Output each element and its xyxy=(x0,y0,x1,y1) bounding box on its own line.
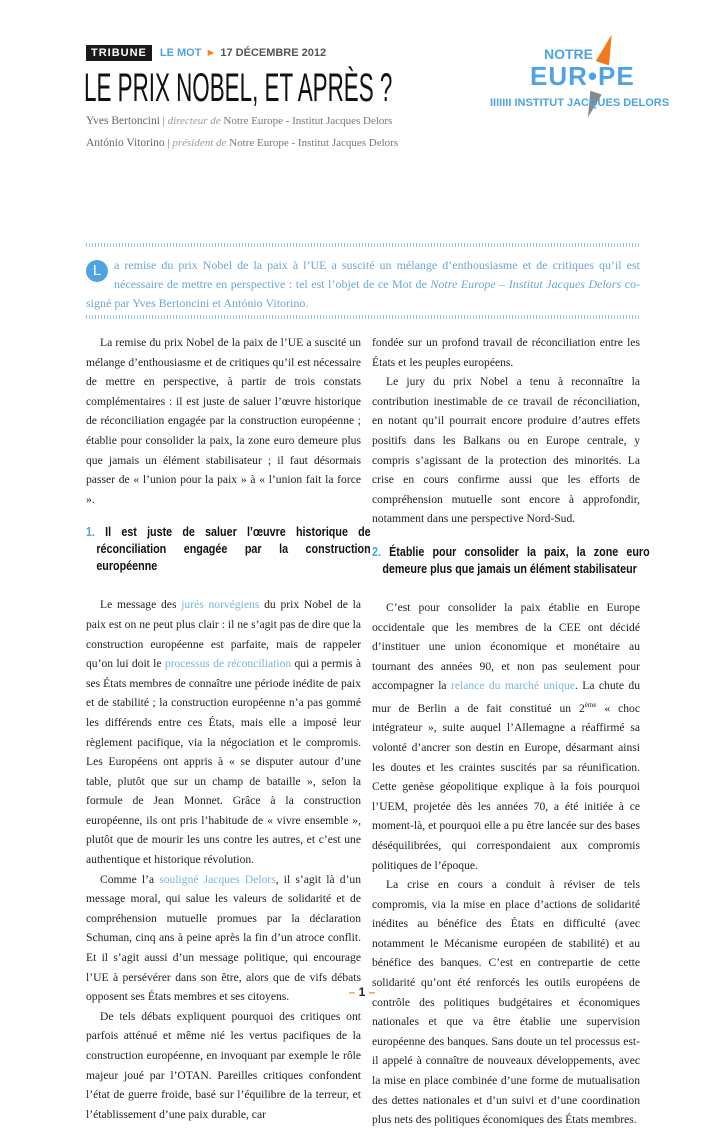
paragraph: Le jury du prix Nobel a tenu à reconnaître la contribution inestimable de ce travail de réconciliation, en notant qu’il pourrait encore produire d’autres effets positifs dans les Balkans ou en Europe centrale, y compris s’agissant de la protection des minorités. La crise en cours confirme aussi que les efforts de compréhension mutuelle sont encore à approfondir, notamment dans une perspective Nord-Sud. xyxy=(372,375,640,526)
paragraph xyxy=(372,598,640,875)
text: . La chute du mur de Berlin a de fait constitué un 2 xyxy=(372,679,640,715)
author-line: Yves Bertoncini | directeur de Notre Europe - Institut Jacques Delors xyxy=(86,115,393,127)
kicker xyxy=(86,44,326,61)
section-number: 1. xyxy=(86,525,95,540)
divider xyxy=(86,315,640,319)
text: Comme l’a xyxy=(100,872,160,886)
dash: – xyxy=(348,985,356,999)
logo-text: NOTRE xyxy=(544,46,593,62)
page-number xyxy=(0,985,724,999)
author-role: président de xyxy=(172,137,227,149)
section-number: 2. xyxy=(372,544,381,559)
intro-italic: Notre Europe – Institut Jacques Delors xyxy=(430,277,622,291)
author-line: António Vitorino | président de Notre Europe - Institut Jacques Delors xyxy=(86,137,399,149)
publication-date: 17 DÉCEMBRE 2012 xyxy=(220,46,327,59)
series-label: LE MOT xyxy=(159,46,202,59)
dropcap: L xyxy=(86,260,108,282)
logo-text: IIIIIII INSTITUT JACQUES DELORS xyxy=(490,97,670,109)
paragraph: De tels débats expliquent pourquoi des critiques ont parfois atténué et même nié les vertus pacifiques de la construction européenne, en invoquant par exemple le rôle majeur joué par l’OTAN. Pareilles critiques confondent l’état de guerre froide, basé sur l’équilibre de la terreur, et l’établissement d’une paix durable, car xyxy=(86,1009,361,1121)
link-relance-marche-unique[interactable]: relance du marché unique xyxy=(450,679,575,693)
logo-text: EUR•PE xyxy=(530,61,635,91)
page-number-value: 1 xyxy=(358,985,366,999)
paragraph: fondée sur un profond travail de réconciliation entre les États et les peuples européens. xyxy=(372,336,640,369)
text: C’est pour consolider la paix établie en Europe occidentale que les membres de la CEE ont décidé d’instituer une union économique et monétaire au tournant des années 90, et non pas seulement pour accompagner la xyxy=(372,600,640,693)
author-org: Notre Europe - Institut Jacques Delors xyxy=(223,115,393,127)
text: « choc intégrateur », suite auquel l’Allemagne a réaffirmé sa volonté d’ancrer son destin en Europe, désarmant ainsi les doutes et les craintes suscités par sa réunification. Cette genèse géopolitique explique à la fois pourquoi l’UEM, projetée dès les années 70, a été initiée à ce moment-là, et pourquoi elle a pu être lancée sur des bases déséquilibrées, qui correspondaient aux compromis politiques de l’époque. xyxy=(372,701,641,872)
link-jacques-delors[interactable]: souligné Jacques Delors xyxy=(159,872,276,886)
section-title: Établie pour consolider la paix, la zone euro demeure plus que jamais un élément stabilisateur xyxy=(382,544,650,576)
text: , il s’agit là d’un message moral, qui salue les valeurs de solidarité et de compréhension mutuelle promues par la déclaration Schuman, cinq ans à peine après la fin d’un atroce conflit. Et il s’agit aussi d’un message politique, qui encourage l’UE à persévérer dans son être, alors que de vifs débats opposent ses États membres et ses citoyens. xyxy=(86,872,361,1004)
section-heading-2 xyxy=(372,544,650,578)
left-column xyxy=(86,333,371,1124)
link-processus-reconciliation[interactable]: processus de réconciliation xyxy=(164,657,292,671)
divider xyxy=(86,243,640,247)
author-name: Yves Bertoncini xyxy=(86,115,160,127)
tribune-tag: TRIBUNE xyxy=(86,45,152,61)
superscript: ème xyxy=(584,700,597,709)
author-org: Notre Europe - Institut Jacques Delors xyxy=(229,137,399,149)
intro-text: a remise du prix Nobel de la paix à l’UE a suscité un mélange d’enthousiasme et de critiques qu’il est nécessaire de mettre en perspective : tel est l’objet de ce Mot de xyxy=(114,258,640,291)
page-title: LE PRIX NOBEL, ET APRÈS ? xyxy=(84,66,393,110)
link-jures-norvegiens[interactable]: jurés norvégiens xyxy=(181,598,260,612)
paragraph: La crise en cours a conduit à réviser de tels compromis, via la mise en place d’actions de solidarité inédites au bénéfice des États en difficulté (avec notamment le Mécanisme européen de stabilité) et au bénéfice des banques. C’est en contrepartie de cette solidarité qu’ont été renforcés les outils européens de contrôle des politiques budgétaires et économiques nationales et que va être établie une supervision européenne des banques. Sans doute un tel processus est-il appelé à connaître de nouveaux développements, avec la mise en place combinée d’une forme de mutualisation des dettes nationales et d’un suivi et d’une coordination plus nets des politiques économiques des États membres. xyxy=(372,878,640,1127)
section-title: Il est juste de saluer l’œuvre historique de réconciliation engagée par la construction européenne xyxy=(96,525,371,574)
author-role: directeur de xyxy=(167,115,221,127)
text: du prix Nobel de la paix est on ne peut plus clair : il ne s’agit pas de dire que la construction européenne est parfaite, mais de rappeler qu’on lui doit le xyxy=(86,598,362,671)
right-column xyxy=(372,333,650,1130)
arrow-right-icon: ► xyxy=(205,46,217,59)
intro-paragraph xyxy=(86,256,640,313)
intro-text: co-signé par Yves Bertoncini et António Vitorino. xyxy=(86,277,640,310)
paragraph xyxy=(86,595,361,869)
author-name: António Vitorino xyxy=(86,137,165,149)
paragraph: La remise du prix Nobel de la paix de l’UE a suscité un mélange d’enthousiasme et de critiques qu’il est nécessaire de mettre en perspective, à partir de trois constats complémentaires : il est juste de saluer l’œuvre historique de réconciliation engagée par la construction européenne ; établie pour consolider la paix, la zone euro demeure plus que jamais un élément stabilisateur ; il faut désormais passer de « l’union pour la paix » à « l’union fait la force ». xyxy=(86,336,361,506)
text: Le message des xyxy=(100,598,182,612)
dash: – xyxy=(368,985,376,999)
section-heading-1 xyxy=(86,524,371,575)
text: qui a permis à ses États membres de connaître une période inédite de paix et de stabilité ; la construction européenne n’a pas gommé les différends entre ces États, mais elle a imposé leur règlement pacifique, via la négociation et le compromis. Les Européens ont appris à « se disputer autour d’une table, plutôt que sur un champ de bataille », selon la formule de Jean Monnet. Grâce à la construction européenne, ils ont pris l’habitude de « vivre ensemble », plutôt que de mourir les uns contre les autres, et c’est une authentique et historique révolution. xyxy=(86,657,361,867)
notre-europe-logo xyxy=(490,34,690,124)
